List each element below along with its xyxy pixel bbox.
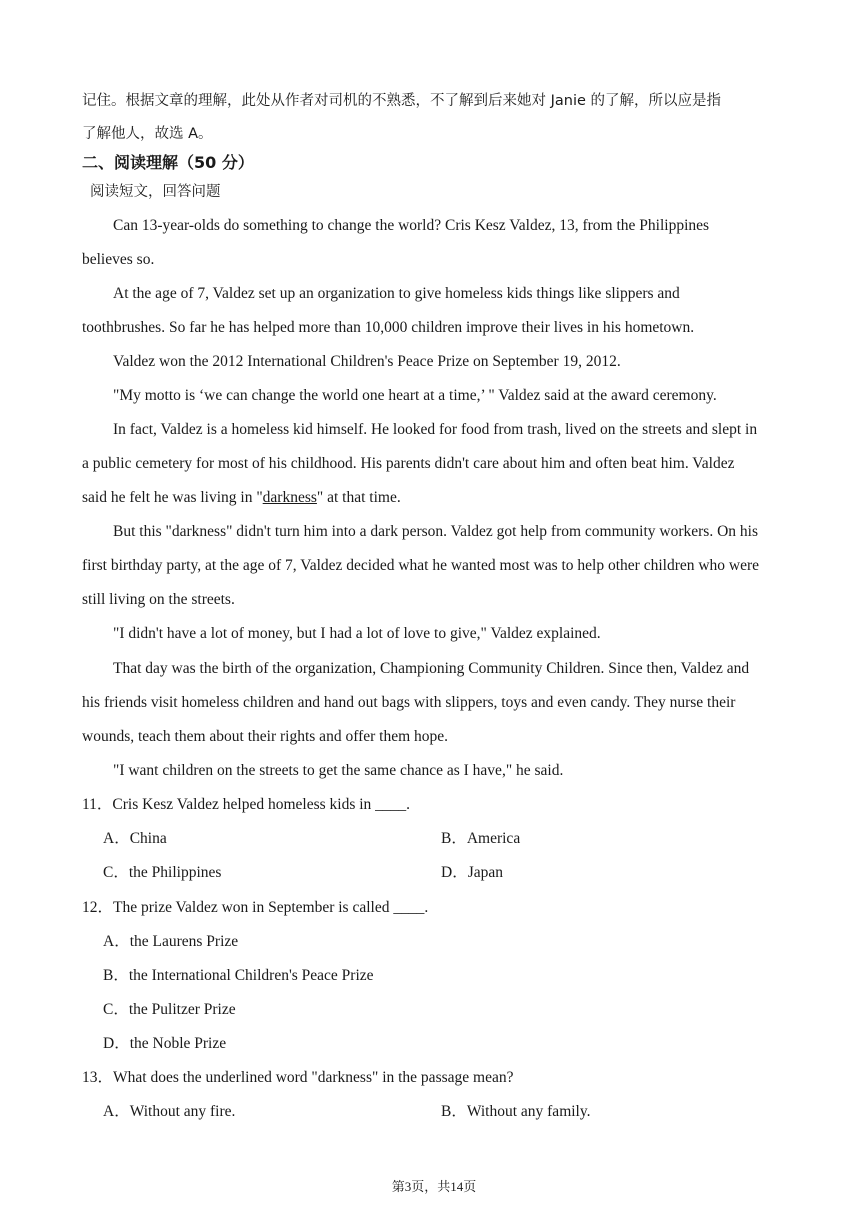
passage-p3: Valdez won the 2012 International Children's Peace Prize on September 19, 2012. [113, 353, 621, 370]
page-number-footer: 第3页，共14页 [391, 1179, 477, 1194]
passage-p5c [82, 488, 401, 508]
passage-p1a: Can 13-year-olds do something to change the world? Cris Kesz Valdez, 13, from the Philippines [113, 217, 710, 234]
passage-p8c: wounds, teach them about their rights and offer them hope. [82, 728, 449, 745]
question-13-option-a[interactable]: A．Without any fire. [103, 1103, 236, 1120]
question-11-option-a[interactable]: A．China [103, 830, 167, 847]
passage-p5c-post: " at that time. [316, 489, 401, 506]
passage-p2b: toothbrushes. So far he has helped more than 10,000 children improve their lives in his hometown. [82, 319, 695, 336]
question-11-option-c[interactable]: C．the Philippines [103, 864, 222, 881]
question-11-option-d[interactable]: D．Japan [441, 864, 503, 881]
passage-p7: "I didn't have a lot of money, but I had a lot of love to give," Valdez explained. [113, 625, 601, 642]
intro-line-1: 记住。根据文章的理解，此处从作者对司机的不熟悉，不了解到后来她对 Janie 的了解，所以应是指 [82, 93, 722, 109]
passage-p6a: But this "darkness" didn't turn him into a dark person. Valdez got help from community workers. On his [113, 523, 758, 540]
question-11-option-b[interactable]: B．America [441, 830, 521, 847]
passage-p5b: a public cemetery for most of his childhood. His parents didn't care about him and often beat him. Valdez [82, 455, 735, 472]
question-12-stem: 12．The prize Valdez won in September is called ____. [82, 899, 429, 916]
question-13-option-b[interactable]: B．Without any family. [441, 1103, 591, 1120]
section-instruction: 阅读短文，回答问题 [90, 184, 221, 200]
passage-p5c-pre: said he felt he was living in " [82, 489, 263, 506]
question-13-stem: 13．What does the underlined word "darkness" in the passage mean? [82, 1069, 514, 1086]
section-title: 二、阅读理解（50 分） [82, 153, 254, 172]
passage-p6b: first birthday party, at the age of 7, Valdez decided what he wanted most was to help other children who were [82, 557, 760, 574]
question-12-option-c[interactable]: C．the Pulitzer Prize [103, 1001, 236, 1018]
question-12-option-a[interactable]: A．the Laurens Prize [103, 933, 239, 950]
passage-p6c: still living on the streets. [82, 591, 235, 608]
intro-line-2: 了解他人，故选 A。 [82, 126, 213, 142]
passage-p4: "My motto is ‘we can change the world one heart at a time,’ " Valdez said at the award ceremony. [113, 387, 717, 404]
passage-p8b: his friends visit homeless children and hand out bags with slippers, toys and even candy. They nurse their [82, 694, 736, 711]
passage-p1b: believes so. [82, 251, 155, 268]
passage-p8a: That day was the birth of the organization, Championing Community Children. Since then, Valdez and [113, 660, 750, 677]
passage-p9: "I want children on the streets to get the same chance as I have," he said. [113, 762, 564, 779]
question-11-stem: 11．Cris Kesz Valdez helped homeless kids in ____. [82, 796, 411, 813]
passage-p2a: At the age of 7, Valdez set up an organization to give homeless kids things like slippers and [113, 285, 680, 302]
passage-p5a: In fact, Valdez is a homeless kid himself. He looked for food from trash, lived on the streets and slept in [113, 421, 758, 438]
question-12-option-d[interactable]: D．the Noble Prize [103, 1035, 227, 1052]
question-12-option-b[interactable]: B．the International Children's Peace Prize [103, 967, 374, 984]
underlined-word-darkness: darkness [262, 489, 317, 506]
